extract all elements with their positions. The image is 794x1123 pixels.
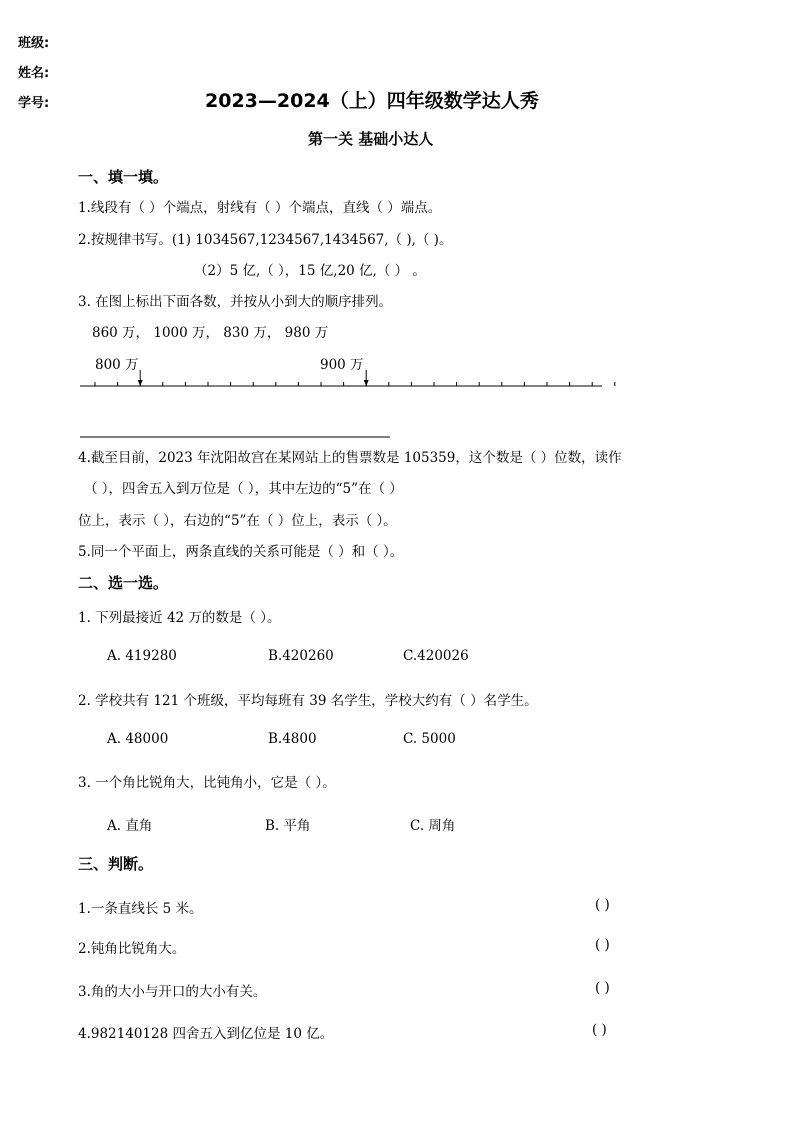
number-line-label-900: 900 万	[320, 357, 364, 373]
option-2-3-b: B. 平角	[265, 818, 311, 834]
judge-item-4: 4.982140128 四舍五入到亿位是 10 亿。	[78, 1026, 334, 1042]
option-2-2-c: C. 5000	[403, 731, 456, 747]
question-2-2: 2. 学校共有 121 个班级，平均每班有 39 名学生，学校大约有（ ）名学生。	[78, 693, 538, 709]
option-2-1-c: C.420026	[403, 648, 469, 664]
name-label: 姓名:	[18, 66, 50, 81]
number-line-ticks	[95, 370, 615, 386]
page-title: 2023—2024（上）四年级数学达人秀	[205, 90, 539, 112]
page-subtitle: 第一关 基础小达人	[308, 130, 434, 148]
student-id-label: 学号:	[18, 96, 50, 111]
question-1-1: 1.线段有（ ）个端点，射线有（ ）个端点，直线（ ）端点。	[78, 200, 442, 216]
judge-item-3: 3.角的大小与开口的大小有关。	[78, 984, 267, 1000]
question-1-3-numbers: 860 万， 1000 万， 830 万， 980 万	[92, 325, 329, 341]
number-line-marker-arrow	[138, 380, 143, 386]
judge-bracket-1: ( )	[595, 897, 610, 913]
section-heading-judge: 三、判断。	[78, 855, 154, 873]
judge-item-2: 2.钝角比锐角大。	[78, 941, 186, 957]
option-2-2-a: A. 48000	[107, 731, 169, 747]
question-1-4a: 4.截至目前，2023 年沈阳故宫在某网站上的售票数是 105359，这个数是（ ）位数，读作	[78, 450, 622, 466]
question-1-5: 5.同一个平面上，两条直线的关系可能是（ ）和（ ）。	[78, 544, 404, 560]
option-2-3-c: C. 周角	[410, 818, 456, 834]
question-1-4c: 位上，表示（ ），右边的“5”在（ ）位上，表示（ ）。	[78, 513, 397, 529]
number-line-label-800: 800 万	[95, 357, 139, 373]
option-2-2-b: B.4800	[268, 731, 317, 747]
number-line-marker-arrow	[364, 380, 369, 386]
option-2-1-b: B.420260	[268, 648, 334, 664]
judge-bracket-3: ( )	[595, 980, 610, 996]
judge-bracket-2: ( )	[595, 937, 610, 953]
question-2-1: 1. 下列最接近 42 万的数是（ ）。	[78, 610, 281, 626]
question-1-2b: （2）5 亿,（ ），15 亿,20 亿,（ ） 。	[194, 263, 426, 279]
class-label: 班级:	[18, 36, 50, 51]
question-1-2a: 2.按规律书写。(1) 1034567,1234567,1434567,（ ),（ )。	[78, 232, 453, 248]
option-2-1-a: A. 419280	[107, 648, 177, 664]
option-2-3-a: A. 直角	[107, 818, 153, 834]
section-heading-choose: 二、选一选。	[78, 574, 169, 592]
question-2-3: 3. 一个角比锐角大，比钝角小，它是（ ）。	[78, 775, 336, 791]
number-line	[0, 0, 794, 450]
question-1-3: 3. 在图上标出下面各数，并按从小到大的顺序排列。	[78, 294, 393, 310]
judge-bracket-4: ( )	[592, 1022, 607, 1038]
judge-item-1: 1.一条直线长 5 米。	[78, 901, 203, 917]
section-heading-fill: 一、填一填。	[78, 168, 169, 186]
question-1-4b: （ ），四舍五入到万位是（ ），其中左边的“5”在（ ）	[84, 481, 403, 497]
